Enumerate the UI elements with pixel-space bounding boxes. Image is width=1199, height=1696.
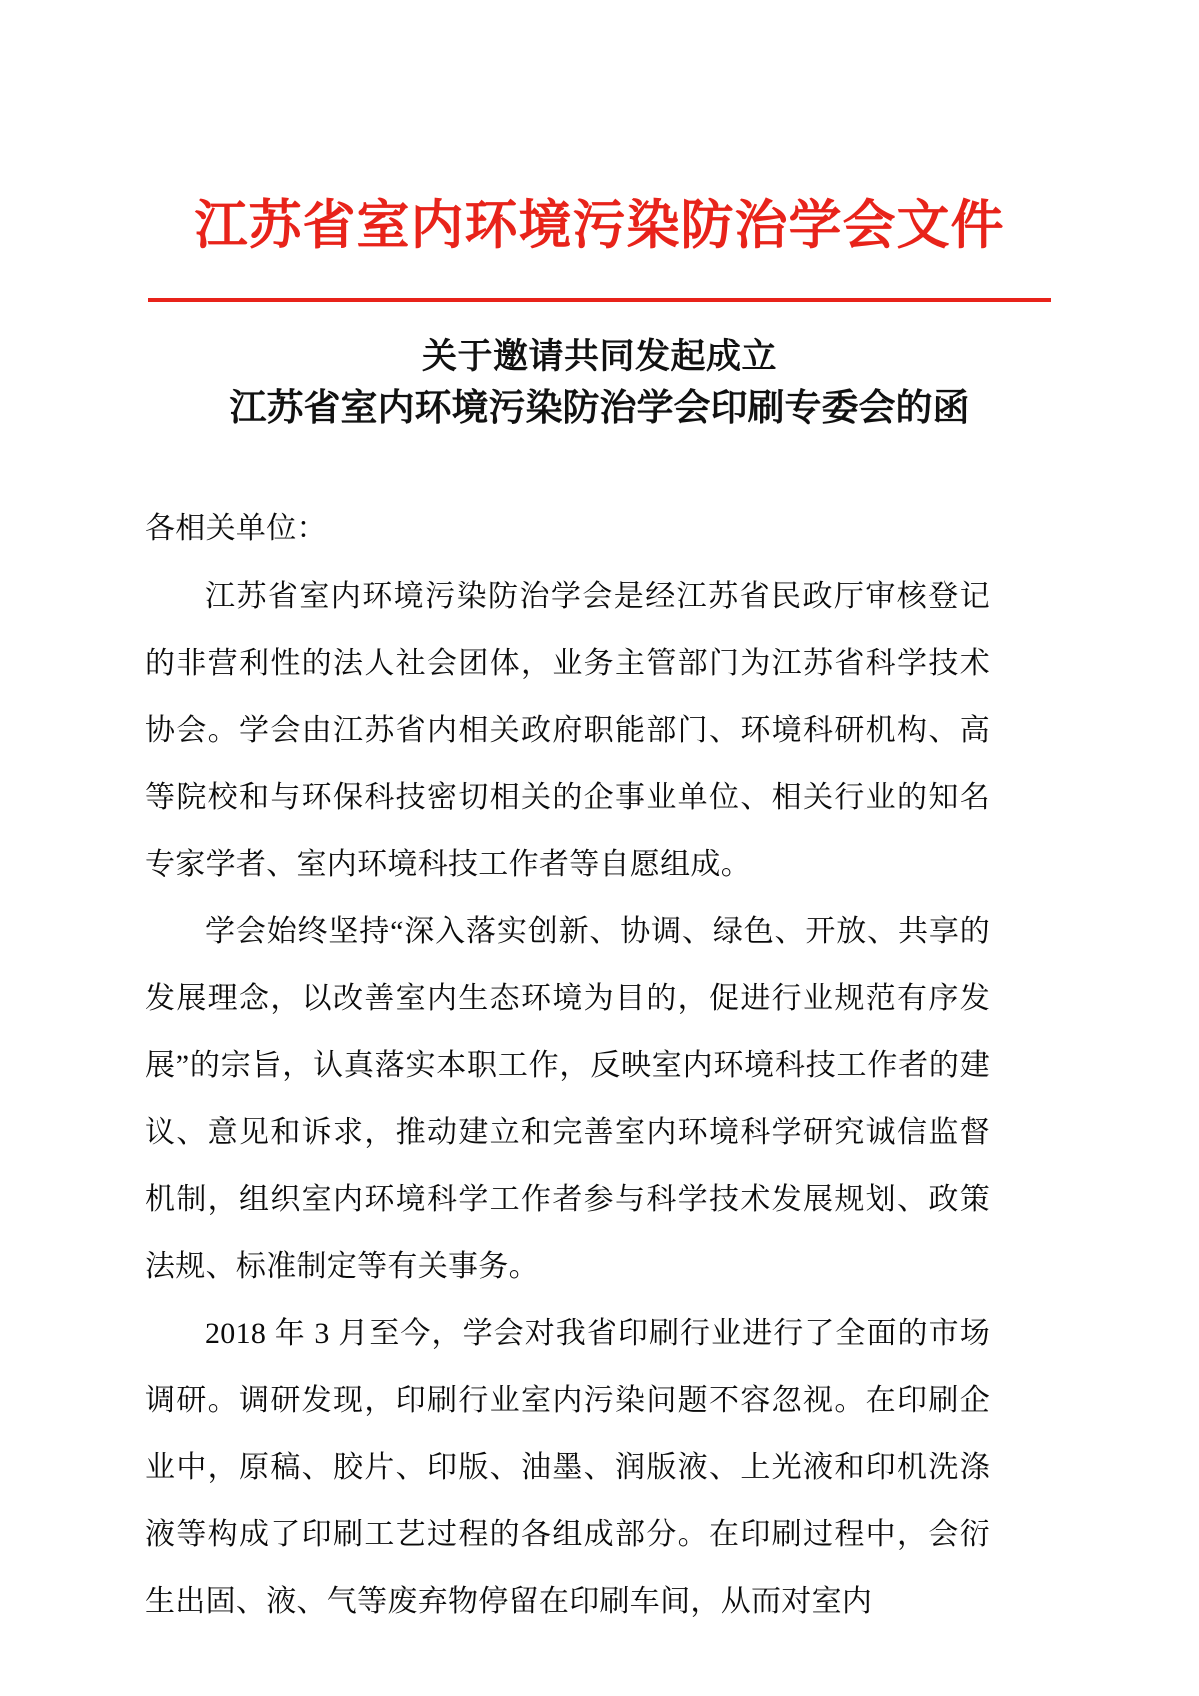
body-paragraph-3: 2018 年 3 月至今，学会对我省印刷行业进行了全面的市场调研。调研发现，印刷行业室内污染问题不容忽视。在印刷企业中，原稿、胶片、印版、油墨、润版液、上光液和印机洗涤液等构成了印刷工艺过程的各组成部分。在印刷过程中，会衍生出固、液、气等废弃物停留在印刷车间，从而对室内 bbox=[145, 1317, 990, 1618]
subject-line-1: 关于邀请共同发起成立 bbox=[421, 337, 777, 376]
letterhead bbox=[0, 196, 1199, 255]
document-body bbox=[145, 495, 990, 1635]
salutation: 各相关单位： bbox=[145, 512, 327, 545]
letterhead-title: 江苏省室内环境污染防治学会文件 bbox=[194, 196, 1005, 255]
letterhead-divider-rule bbox=[148, 298, 1051, 302]
subject-heading bbox=[120, 332, 1079, 434]
body-paragraph-1: 江苏省室内环境污染防治学会是经江苏省民政厅审核登记的非营利性的法人社会团体，业务主管部门为江苏省科学技术协会。学会由江苏省内相关政府职能部门、环境科研机构、高等院校和与环保科技密切相关的企事业单位、相关行业的知名专家学者、室内环境科技工作者等自愿组成。 bbox=[145, 580, 990, 881]
body-paragraph-2: 学会始终坚持“深入落实创新、协调、绿色、开放、共享的发展理念，以改善室内生态环境为目的，促进行业规范有序发展”的宗旨，认真落实本职工作，反映室内环境科技工作者的建议、意见和诉求，推动建立和完善室内环境科学研究诚信监督机制，组织室内环境科学工作者参与科学技术发展规划、政策法规、标准制定等有关事务。 bbox=[145, 915, 990, 1283]
subject-line-2: 江苏省室内环境污染防治学会印刷专委会的函 bbox=[229, 386, 970, 428]
